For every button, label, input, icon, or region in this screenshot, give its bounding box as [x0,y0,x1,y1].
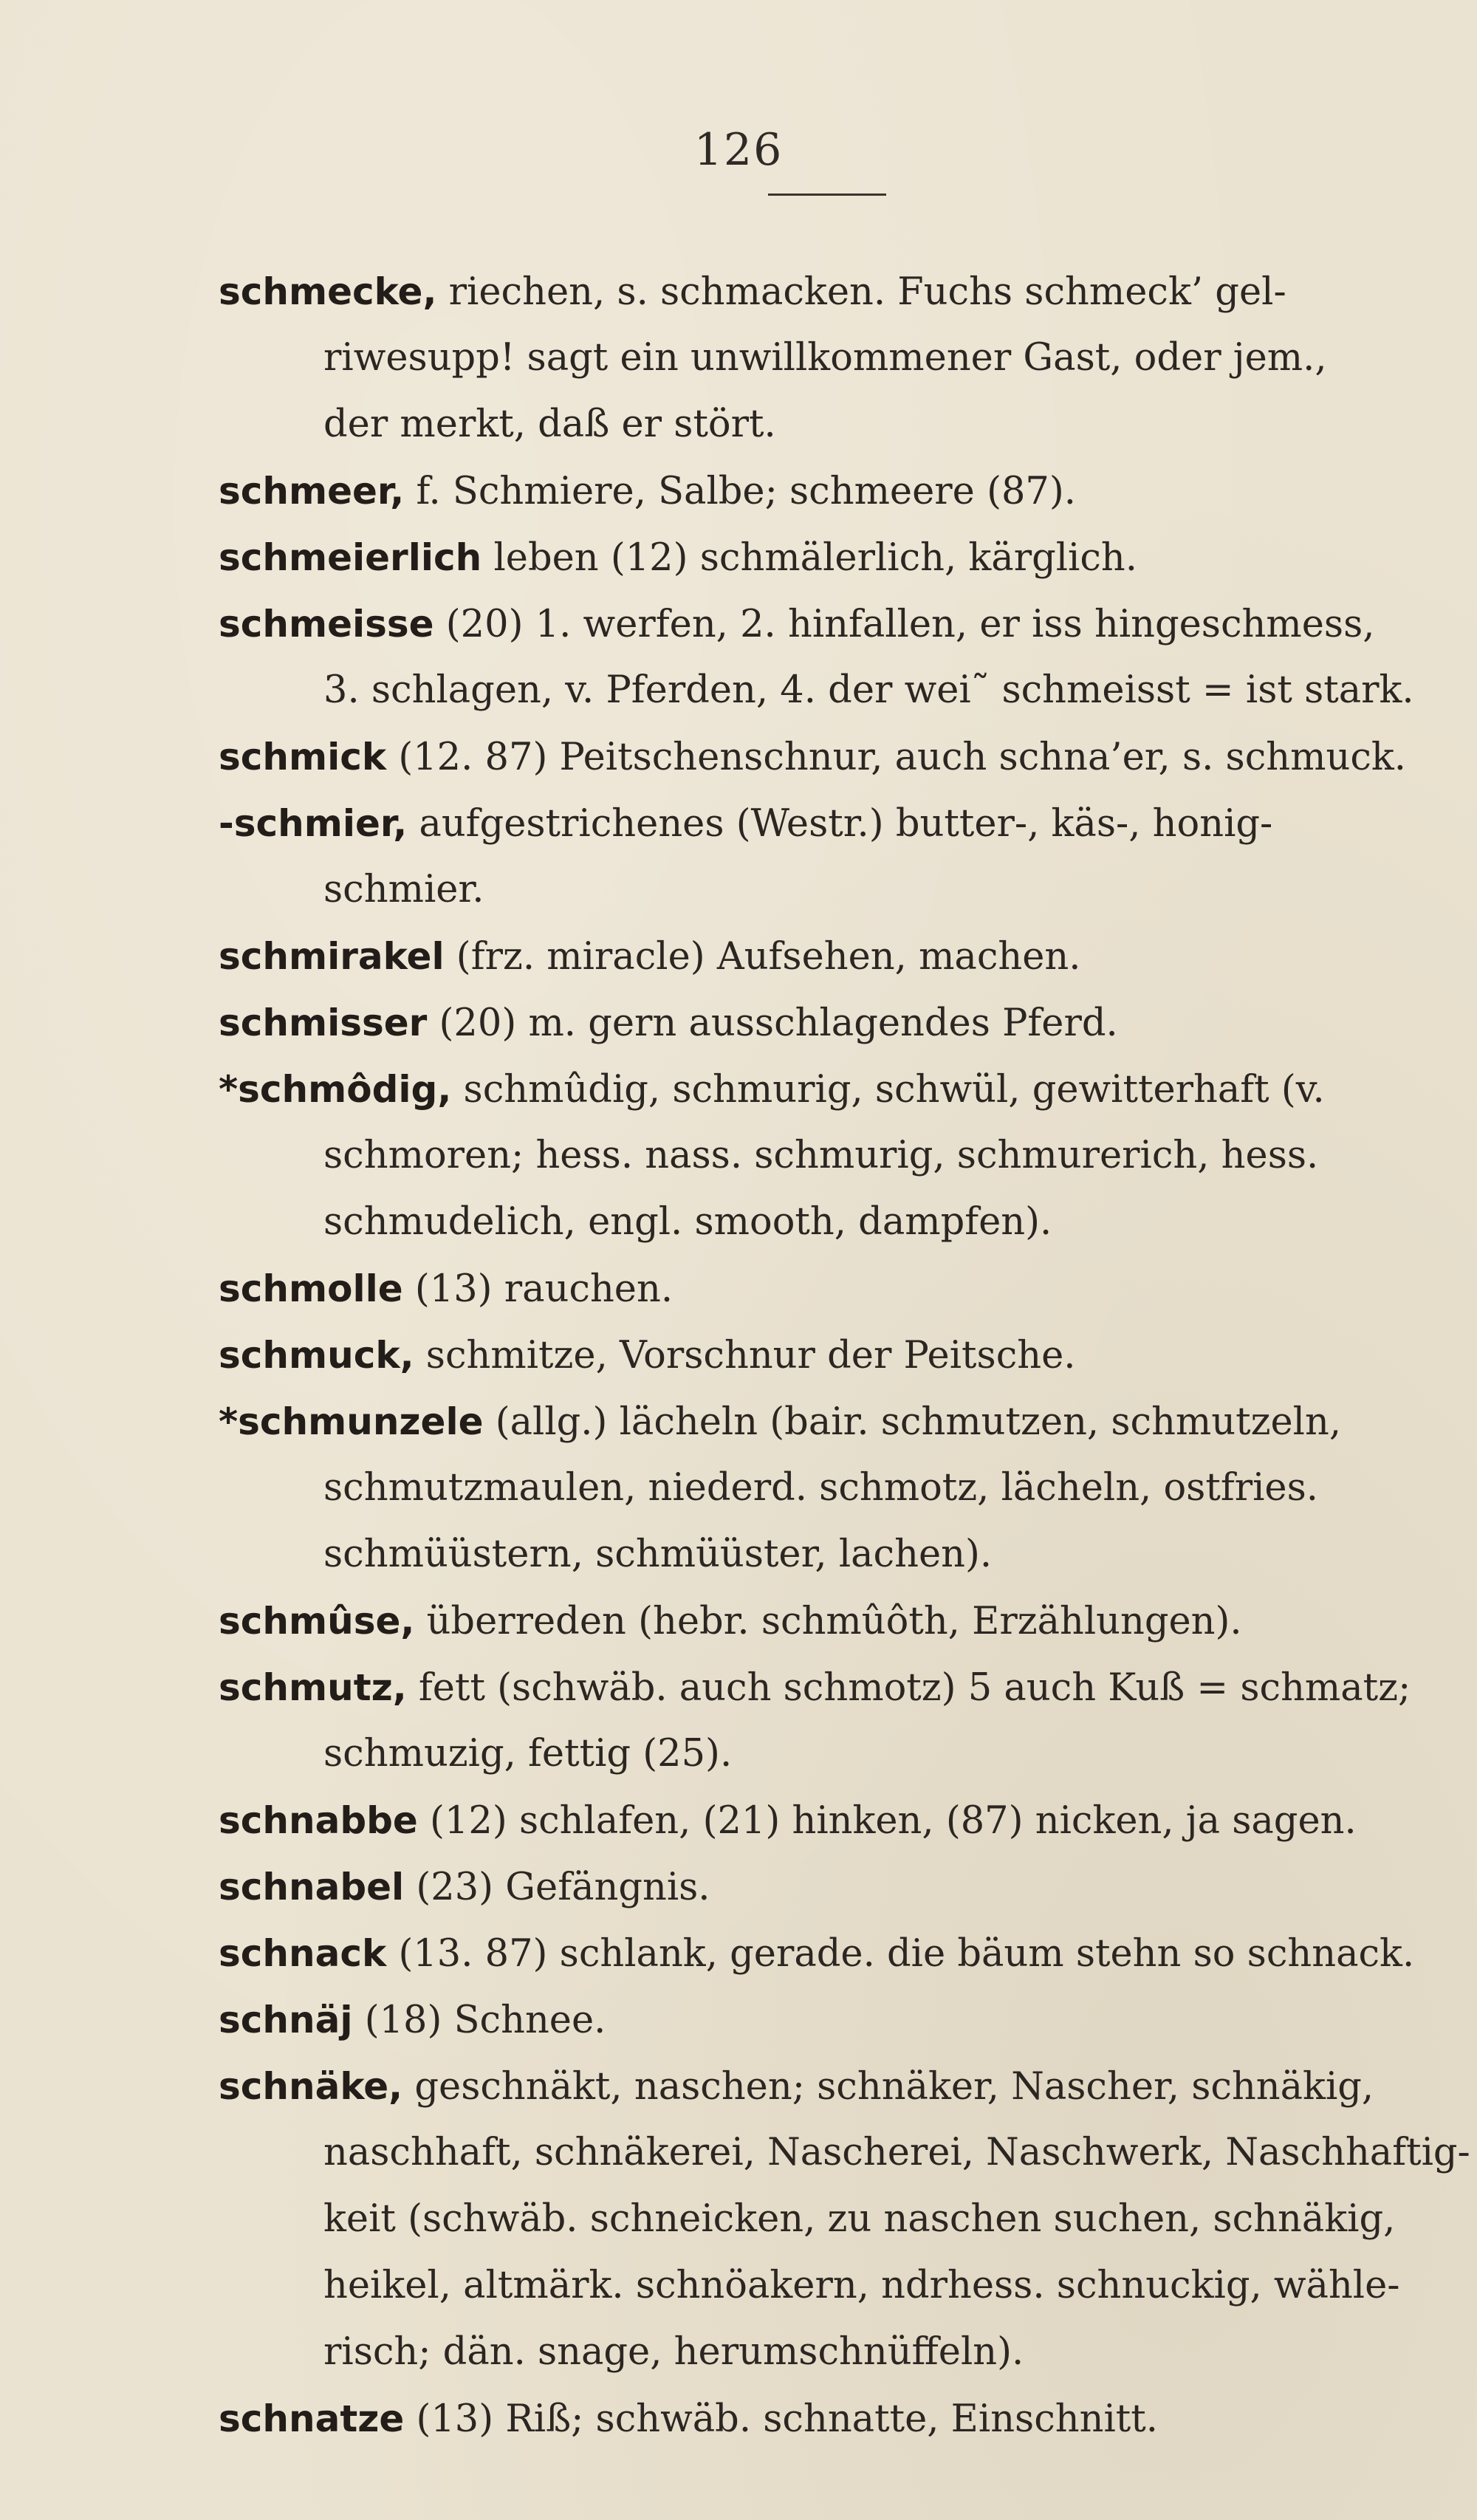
entry-headword: schmuck, [219,1334,414,1377]
entry-first-line [219,2386,1445,2452]
dictionary-entry [219,1787,1445,1854]
entry-definition-text: (12. 87) Peitschenschnur, auch schna’er, s. schmuck. [386,736,1407,779]
entry-continuation-line [219,325,1445,391]
dictionary-entry [219,258,1445,458]
entry-first-line [219,1322,1445,1389]
entry-headword: schnatze [219,2397,405,2440]
entry-headword: -schmier, [219,802,408,845]
entry-definition-text: schmuzig, fettig (25). [323,1732,733,1776]
dictionary-entry [219,1056,1445,1256]
entry-headword: schnack [219,1932,387,1975]
entry-first-line [219,1588,1445,1654]
entry-first-line [219,1256,1445,1322]
entry-continuation-line [219,2120,1470,2186]
entry-first-line [219,990,1445,1056]
entry-continuation-line [219,857,1445,923]
entry-definition-text: 3. schlagen, v. Pferden, 4. der wei˜ schmeisst = ist stark. [323,668,1414,712]
entry-definition-text: der merkt, daß er stört. [323,403,776,446]
entry-continuation-line [219,1721,1445,1787]
entry-headword: schmeer, [219,470,405,513]
entry-first-line [219,1854,1445,1920]
dictionary-entry [219,923,1445,990]
entry-first-line [219,790,1445,857]
entry-definition-text: leben (12) schmälerlich, kärglich. [482,536,1137,580]
entry-definition-text: (18) Schnee. [352,1999,606,2042]
entry-headword: schmutz, [219,1666,407,1709]
entry-continuation-line [219,2319,1445,2386]
entry-first-line [219,458,1445,524]
entry-definition-text: (13) Riß; schwäb. schnatte, Einschnitt. [404,2397,1158,2441]
entry-definition-text: (20) 1. werfen, 2. hinfallen, er iss hingeschmess, [433,603,1375,646]
entry-definition-text: f. Schmiere, Salbe; schmeere (87). [404,470,1076,513]
entry-first-line [219,724,1445,790]
entry-continuation-line [219,657,1445,724]
entry-definition-text: (frz. miracle) Aufsehen, machen. [444,935,1081,979]
dictionary-entry [219,1987,1445,2053]
entry-continuation-line [219,2186,1445,2253]
entry-headword: schnabbe [219,1799,418,1842]
entry-definition-text: risch; dän. snage, herumschnüffeln). [323,2330,1024,2374]
entry-definition-text: fett (schwäb. auch schmotz) 5 auch Kuß = schmatz; [406,1666,1411,1710]
entry-definition-text: (12) schlafen, (21) hinken, (87) nicken, ja sagen. [417,1799,1357,1843]
entry-headword: *schmunzele [219,1400,484,1443]
entry-definition-text: schmier. [323,868,484,911]
entry-first-line [219,1987,1445,2053]
dictionary-entry [219,1920,1445,1987]
dictionary-entry [219,1654,1445,1787]
entry-definition-text: schmûdig, schmurig, schwül, gewitterhaft (v. [451,1068,1325,1112]
dictionary-entry [219,591,1445,724]
entry-definition-text: (13) rauchen. [402,1267,674,1311]
entry-definition-text: keit (schwäb. schneicken, zu naschen suchen, schnäkig, [323,2197,1396,2241]
entry-definition-text: riechen, s. schmacken. Fuchs schmeck’ gel- [436,270,1286,314]
entry-headword: schmirakel [219,935,445,978]
entry-headword: schmeisse [219,603,434,646]
entry-definition-text: (20) m. gern ausschlagendes Pferd. [427,1002,1118,1045]
dictionary-entry [219,2053,1470,2386]
entry-first-line [219,1654,1445,1721]
entry-headword: schnäj [219,1999,353,2041]
entry-definition-text: geschnäkt, naschen; schnäker, Nascher, schnäkig, [402,2065,1374,2109]
entry-first-line [219,923,1445,990]
dictionary-entry [219,1588,1445,1654]
entry-headword: schnabel [219,1866,405,1908]
entry-headword: schmûse, [219,1600,415,1643]
entry-definition-text: (allg.) lächeln (bair. schmutzen, schmutzeln, [483,1400,1342,1444]
entry-headword: *schmôdig, [219,1068,452,1111]
entry-first-line [219,258,1445,325]
entry-headword: schmecke, [219,270,437,313]
entry-list [219,258,1470,2452]
entry-continuation-line [219,391,1445,458]
dictionary-entry [219,1854,1445,1920]
page-number-rule [768,194,886,196]
entry-definition-text: riwesupp! sagt ein unwillkommener Gast, oder jem., [323,336,1327,380]
entry-headword: schmolle [219,1267,403,1310]
dictionary-entry [219,1389,1445,1588]
entry-first-line [219,1389,1445,1455]
dictionary-entry [219,524,1445,591]
entry-continuation-line [219,1189,1445,1256]
entry-definition-text: schmitze, Vorschnur der Peitsche. [414,1334,1076,1377]
entry-definition-text: überreden (hebr. schmûôth, Erzählungen). [414,1600,1242,1643]
entry-first-line [219,524,1445,591]
entry-first-line [219,1787,1445,1854]
entry-continuation-line [219,2253,1445,2319]
entry-headword: schmeierlich [219,536,482,579]
dictionary-entry [219,1322,1445,1389]
entry-headword: schmick [219,736,387,778]
entry-continuation-line [219,1455,1445,1521]
dictionary-entry [219,990,1445,1056]
page-number: 126 [693,124,784,176]
entry-first-line [219,2053,1445,2120]
entry-first-line [219,1920,1445,1987]
dictionary-entry [219,458,1445,524]
dictionary-entry [219,724,1445,790]
entry-definition-text: schmutzmaulen, niederd. schmotz, lächeln, ostfries. [323,1466,1318,1510]
entry-headword: schmisser [219,1002,428,1044]
entry-definition-text: schmudelich, engl. smooth, dampfen). [323,1200,1052,1244]
entry-definition-text: schmüüstern, schmüüster, lachen). [323,1533,993,1576]
entry-definition-text: schmoren; hess. nass. schmurig, schmurerich, hess. [323,1134,1319,1177]
entry-first-line [219,1056,1445,1123]
entry-headword: schnäke, [219,2065,403,2108]
entry-definition-text: (13. 87) schlank, gerade. die bäum stehn so schnack. [386,1932,1415,1976]
entry-definition-text: aufgestrichenes (Westr.) butter-, käs-, honig- [407,802,1273,846]
entry-continuation-line [219,1123,1445,1189]
dictionary-entry [219,2386,1445,2452]
dictionary-entry [219,790,1445,923]
dictionary-entry [219,1256,1445,1322]
entry-definition-text: (23) Gefängnis. [404,1866,710,1909]
entry-definition-text: naschhaft, schnäkerei, Nascherei, Naschwerk, Naschhaftig- [323,2131,1470,2174]
entry-definition-text: heikel, altmärk. schnöakern, ndrhess. schnuckig, wähle- [323,2264,1400,2307]
entry-first-line [219,591,1445,657]
entry-continuation-line [219,1521,1445,1588]
